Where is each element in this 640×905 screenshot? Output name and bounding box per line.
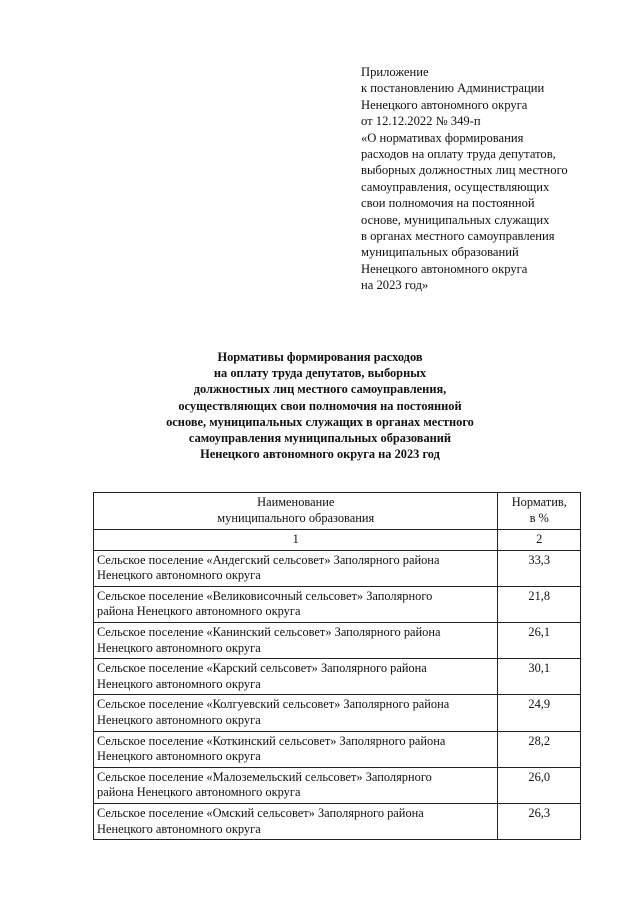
name-line: Сельское поселение «Омский сельсовет» Заполярного района [97,805,424,820]
header-value [498,493,581,530]
name-line: района Ненецкого автономного округа [97,604,301,619]
appendix-line: Приложение [361,65,429,79]
appendix-line: Ненецкого автономного округа [361,261,528,276]
appendix-line: «О нормативах формирования [361,130,524,145]
appendix-line: на 2023 год» [361,278,429,293]
table-row [94,659,581,695]
norm-value: 26,1 [498,622,581,658]
name-line: Сельское поселение «Колгуевский сельсовет» Заполярного района [97,697,450,712]
norm-value: 24,9 [498,695,581,731]
table-row [94,731,581,767]
table-header-row [94,493,581,530]
title-line: основе, муниципальных служащих в органах местного [166,414,474,429]
municipality-name [94,586,498,622]
municipality-name [94,767,498,803]
column-index: 2 [498,530,581,551]
norm-value: 28,2 [498,731,581,767]
title-line: осуществляющих свои полномочия на постоянной [178,398,462,413]
appendix-line: муниципальных образований [361,245,519,260]
table-row [94,695,581,731]
appendix-line: выборных должностных лиц местного [361,163,568,178]
appendix-line: расходов на оплату труда депутатов, [361,147,556,162]
municipality-name [94,695,498,731]
name-line: Сельское поселение «Карский сельсовет» Заполярного района [97,661,427,676]
name-line: Ненецкого автономного округа [97,821,261,836]
header-name [94,493,498,530]
municipality-name [94,622,498,658]
appendix-line: Ненецкого автономного округа [361,97,528,112]
name-line: Ненецкого автономного округа [97,568,261,583]
municipality-name [94,659,498,695]
header-value-line: Норматив, [511,495,567,509]
municipality-name [94,550,498,586]
norms-table [93,492,581,840]
column-index-row [94,530,581,551]
table-row [94,550,581,586]
municipality-name [94,731,498,767]
table-row [94,803,581,839]
name-line: Сельское поселение «Андегский сельсовет» Заполярного района [97,552,440,567]
title-line: на оплату труда депутатов, выборных [213,366,427,381]
title-line: самоуправления муниципальных образований [188,431,452,446]
name-line: Сельское поселение «Коткинский сельсовет» Заполярного района [97,733,446,748]
name-line: района Ненецкого автономного округа [97,785,301,800]
norm-value: 30,1 [498,659,581,695]
table-row [94,586,581,622]
appendix-line: самоуправления, осуществляющих [361,179,550,194]
table-row [94,767,581,803]
municipality-name [94,803,498,839]
appendix-line: свои полномочия на постоянной [361,196,535,211]
title-line: Нормативы формирования расходов [217,350,423,364]
norm-value: 21,8 [498,586,581,622]
appendix-line: основе, муниципальных служащих [361,212,550,227]
document-title [90,349,550,462]
table-row [94,622,581,658]
appendix-line: к постановлению Администрации [361,81,545,96]
appendix-line: в органах местного самоуправления [361,229,555,244]
appendix-note [361,64,631,294]
column-index: 1 [94,530,498,551]
name-line: Сельское поселение «Малоземельский сельсовет» Заполярного [97,769,432,784]
title-line: Ненецкого автономного округа на 2023 год [200,447,440,462]
appendix-line: от 12.12.2022 № 349-п [361,114,481,129]
norm-value: 26,0 [498,767,581,803]
header-name-line: муниципального образования [217,510,375,525]
name-line: Сельское поселение «Канинский сельсовет» Заполярного района [97,624,441,639]
norm-value: 26,3 [498,803,581,839]
name-line: Ненецкого автономного округа [97,640,261,655]
header-name-line: Наименование [257,495,335,509]
name-line: Ненецкого автономного округа [97,749,261,764]
name-line: Сельское поселение «Великовисочный сельсовет» Заполярного [97,588,433,603]
title-line: должностных лиц местного самоуправления, [193,382,447,397]
norm-value: 33,3 [498,550,581,586]
name-line: Ненецкого автономного округа [97,712,261,727]
header-value-line: в % [529,510,549,525]
name-line: Ненецкого автономного округа [97,676,261,691]
